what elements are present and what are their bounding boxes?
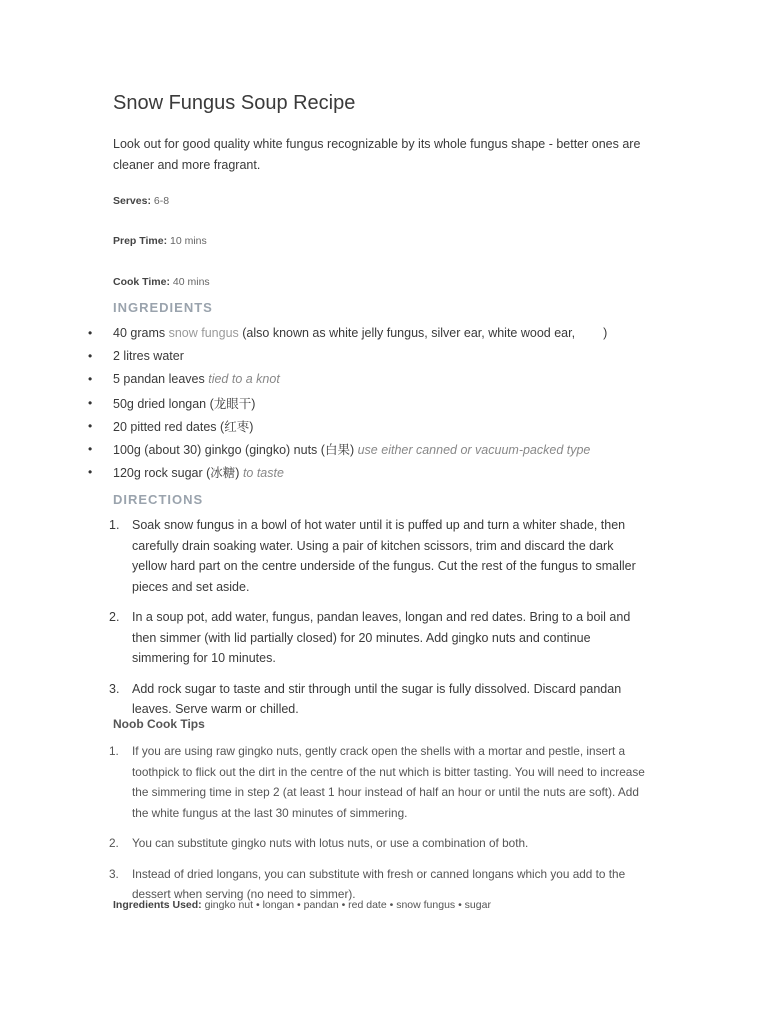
- list-item: [0, 679, 642, 720]
- step-number: 2.: [109, 610, 120, 624]
- list-item: [0, 392, 768, 415]
- ingredient-note: use either canned or vacuum-packed type: [357, 442, 591, 457]
- ingredient-text: 2 litres water: [113, 349, 184, 364]
- cook-time-label: Cook Time:: [113, 276, 170, 288]
- ingredient-text: 40 grams: [113, 326, 169, 340]
- ingredient-note: to taste: [242, 466, 284, 481]
- list-item: [0, 515, 642, 597]
- step-number: 3.: [109, 681, 120, 696]
- list-item: [0, 345, 768, 368]
- ingredient-text: 5 pandan leaves: [113, 372, 209, 387]
- page-title: Snow Fungus Soup Recipe: [113, 92, 356, 114]
- cook-time-value: 40 mins: [172, 276, 210, 288]
- list-item: [0, 368, 768, 391]
- tip-text: You can substitute gingko nuts with lotus nuts, or use a combination of both.: [132, 836, 529, 850]
- tip-number: 2.: [109, 836, 119, 850]
- ingredients-list: [0, 322, 768, 484]
- ingredient-text: ): [603, 326, 608, 340]
- prep-time-label: Prep Time:: [113, 235, 168, 247]
- bullet-icon: •: [88, 441, 93, 456]
- ingredient-text: (also known as white jelly fungus, silver ear, white wood ear,: [238, 326, 576, 340]
- ingredient-note: tied to a knot: [208, 372, 280, 387]
- list-item: [0, 322, 768, 345]
- step-text: In a soup pot, add water, fungus, pandan leaves, longan and red dates. Bring to a boil and then simmer (with lid partially closed) for 20 minutes. Add gingko nuts and continue simmering for 10 minutes.: [132, 610, 631, 665]
- tip-text: Instead of dried longans, you can substitute with fresh or canned longans which you add to the dessert when serving (no need to simmer).: [132, 866, 626, 901]
- step-text: Add rock sugar to taste and stir through until the sugar is fully dissolved. Discard pandan leaves. Serve warm or chilled.: [132, 681, 622, 716]
- cook-time-row: [113, 276, 210, 288]
- ingredient-text: ): [349, 442, 358, 457]
- ingredients-used-row: [113, 899, 491, 911]
- bullet-icon: •: [88, 349, 93, 364]
- list-item: [0, 741, 657, 823]
- prep-time-value: 10 mins: [170, 235, 207, 247]
- bullet-icon: •: [88, 326, 93, 340]
- list-item: [0, 833, 657, 854]
- step-number: 1.: [109, 518, 120, 532]
- bullet-icon: •: [88, 395, 93, 410]
- bullet-icon: •: [88, 418, 93, 433]
- ingredient-text: ): [249, 419, 254, 434]
- list-item: [0, 415, 768, 438]
- ingredient-text: ): [235, 466, 243, 481]
- intro-paragraph: Look out for good quality white fungus recognizable by its whole fungus shape - better ones are cleaner and more fragrant.: [113, 137, 641, 172]
- ingredients-heading: INGREDIENTS: [113, 300, 213, 315]
- ingredient-text: 20 pitted red dates (: [113, 419, 225, 434]
- tips-heading: Noob Cook Tips: [113, 717, 205, 731]
- chinese-name: 冰糖: [210, 465, 236, 481]
- list-item: [0, 461, 768, 484]
- bullet-icon: •: [88, 465, 93, 480]
- ingredient-text: ): [251, 396, 256, 411]
- chinese-name: 红枣: [224, 418, 250, 434]
- serves-value: 6-8: [153, 195, 170, 207]
- serves-row: [113, 195, 169, 207]
- tip-text: If you are using raw gingko nuts, gently crack open the shells with a mortar and pestle, insert a toothpick to flick out the dirt in the centre of the nut which is bitter tasting. You will need to increase the simmering time in step 2 (at least 1 hour instead of half an hour or until the nuts are soft). Add the white fungus at the last 30 minutes of simmering.: [132, 744, 645, 820]
- chinese-name: 龙眼干: [213, 395, 252, 411]
- ingredients-used-label: Ingredients Used:: [113, 899, 202, 911]
- snow-fungus-link[interactable]: snow fungus: [168, 326, 239, 340]
- list-item: [0, 607, 642, 669]
- ingredient-text: 100g (about 30) ginkgo (gingko) nuts (: [113, 442, 325, 457]
- bullet-icon: •: [88, 372, 93, 387]
- directions-list: [0, 515, 768, 720]
- directions-heading: DIRECTIONS: [113, 492, 204, 507]
- prep-time-row: [113, 235, 207, 247]
- ingredient-text: 120g rock sugar (: [113, 466, 211, 481]
- tips-list: [0, 741, 768, 905]
- list-item: [0, 438, 768, 461]
- serves-label: Serves:: [113, 195, 151, 207]
- ingredient-text: 50g dried longan (: [113, 396, 214, 411]
- chinese-name: 白果: [324, 441, 350, 457]
- tip-number: 3.: [109, 866, 119, 881]
- step-text: Soak snow fungus in a bowl of hot water until it is puffed up and turn a whiter shade, then carefully drain soaking water. Using a pair of kitchen scissors, trim and discard the dark yellow hard part on the centre underside of the fungus. Cut the rest of the fungus to smaller pieces and set aside.: [132, 518, 636, 594]
- tip-number: 1.: [109, 744, 119, 758]
- ingredients-used-value: gingko nut • longan • pandan • red date • snow fungus • sugar: [204, 899, 491, 911]
